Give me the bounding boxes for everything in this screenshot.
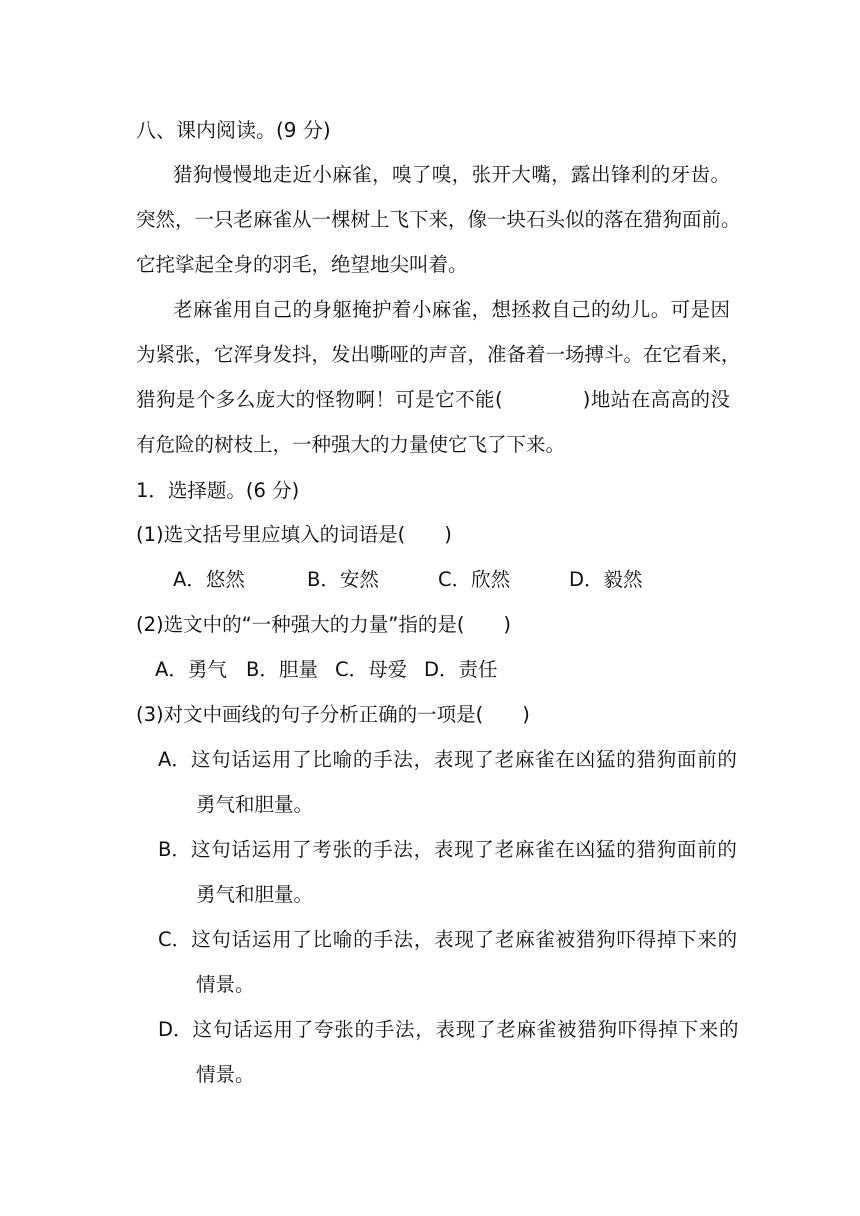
option-text-cont: 勇气和胆量。 (196, 883, 314, 906)
passage-line: 猎狗慢慢地走近小麻雀，嗅了嗅，张开大嘴，露出锋利的牙齿。 (173, 163, 730, 186)
question-stem-3: (3)对文中画线的句子分析正确的一项是( ) (136, 703, 530, 726)
option-c[interactable]: C．母爱 (335, 658, 408, 681)
option-text-cont: 勇气和胆量。 (196, 793, 314, 816)
option-text: 这句话运用了考张的手法，表现了老麻雀在凶猛的猎狗面前的 (190, 838, 737, 861)
option-b[interactable]: B．安然 (307, 568, 379, 591)
option-a[interactable]: A．勇气 (155, 658, 227, 681)
passage-line: 它挓挲起全身的羽毛，绝望地尖叫着。 (136, 253, 468, 276)
option-label: A． (158, 748, 191, 771)
passage-line: 为紧张，它浑身发抖，发出嘶哑的声音，准备着一场搏斗。在它看来， (136, 343, 741, 366)
passage-line-underlined: 突然，一只老麻雀从一棵树上飞下来，像一块石头似的落在猎狗面前。 (136, 208, 741, 231)
option-b[interactable]: B．胆量 (246, 658, 318, 681)
option-text-cont: 情景。 (196, 973, 255, 996)
option-text: 这句话运用了夸张的手法，表现了老麻雀被猎狗吓得掉下来的 (192, 1018, 739, 1041)
answer-option-b[interactable] (158, 837, 737, 863)
answer-option-d[interactable] (158, 1017, 739, 1043)
section-title: 八、课内阅读。(9 分) (136, 118, 331, 142)
option-label: C． (158, 928, 192, 951)
question-stem-1: (1)选文括号里应填入的词语是( ) (136, 523, 452, 546)
answer-option-a[interactable] (158, 747, 737, 773)
option-d[interactable]: D．责任 (424, 658, 498, 681)
option-text: 这句话运用了比喻的手法，表现了老麻雀被猎狗吓得掉下来的 (191, 928, 738, 951)
options-row-2 (155, 657, 498, 683)
passage-line: 老麻雀用自己的身躯掩护着小麻雀，想拯救自己的幼儿。可是因 (173, 298, 730, 321)
option-text-cont: 情景。 (196, 1063, 255, 1086)
option-label: B． (158, 838, 191, 861)
passage-line: 猎狗是个多么庞大的怪物啊！可是它不能( )地站在高高的没 (136, 388, 730, 411)
options-row-1 (173, 567, 643, 593)
option-text: 这句话运用了比喻的手法，表现了老麻雀在凶猛的猎狗面前的 (190, 748, 737, 771)
option-label: D． (158, 1018, 193, 1041)
option-d[interactable]: D．毅然 (569, 568, 643, 591)
passage-line: 有危险的树枝上，一种强大的力量使它飞了下来。 (136, 433, 566, 456)
answer-option-c[interactable] (158, 927, 737, 953)
option-a[interactable]: A．悠然 (173, 568, 245, 591)
question-stem-2: (2)选文中的“一种强大的力量”指的是( ) (136, 613, 512, 636)
question-title: 1．选择题。(6 分) (136, 479, 300, 502)
option-c[interactable]: C．欣然 (438, 568, 511, 591)
